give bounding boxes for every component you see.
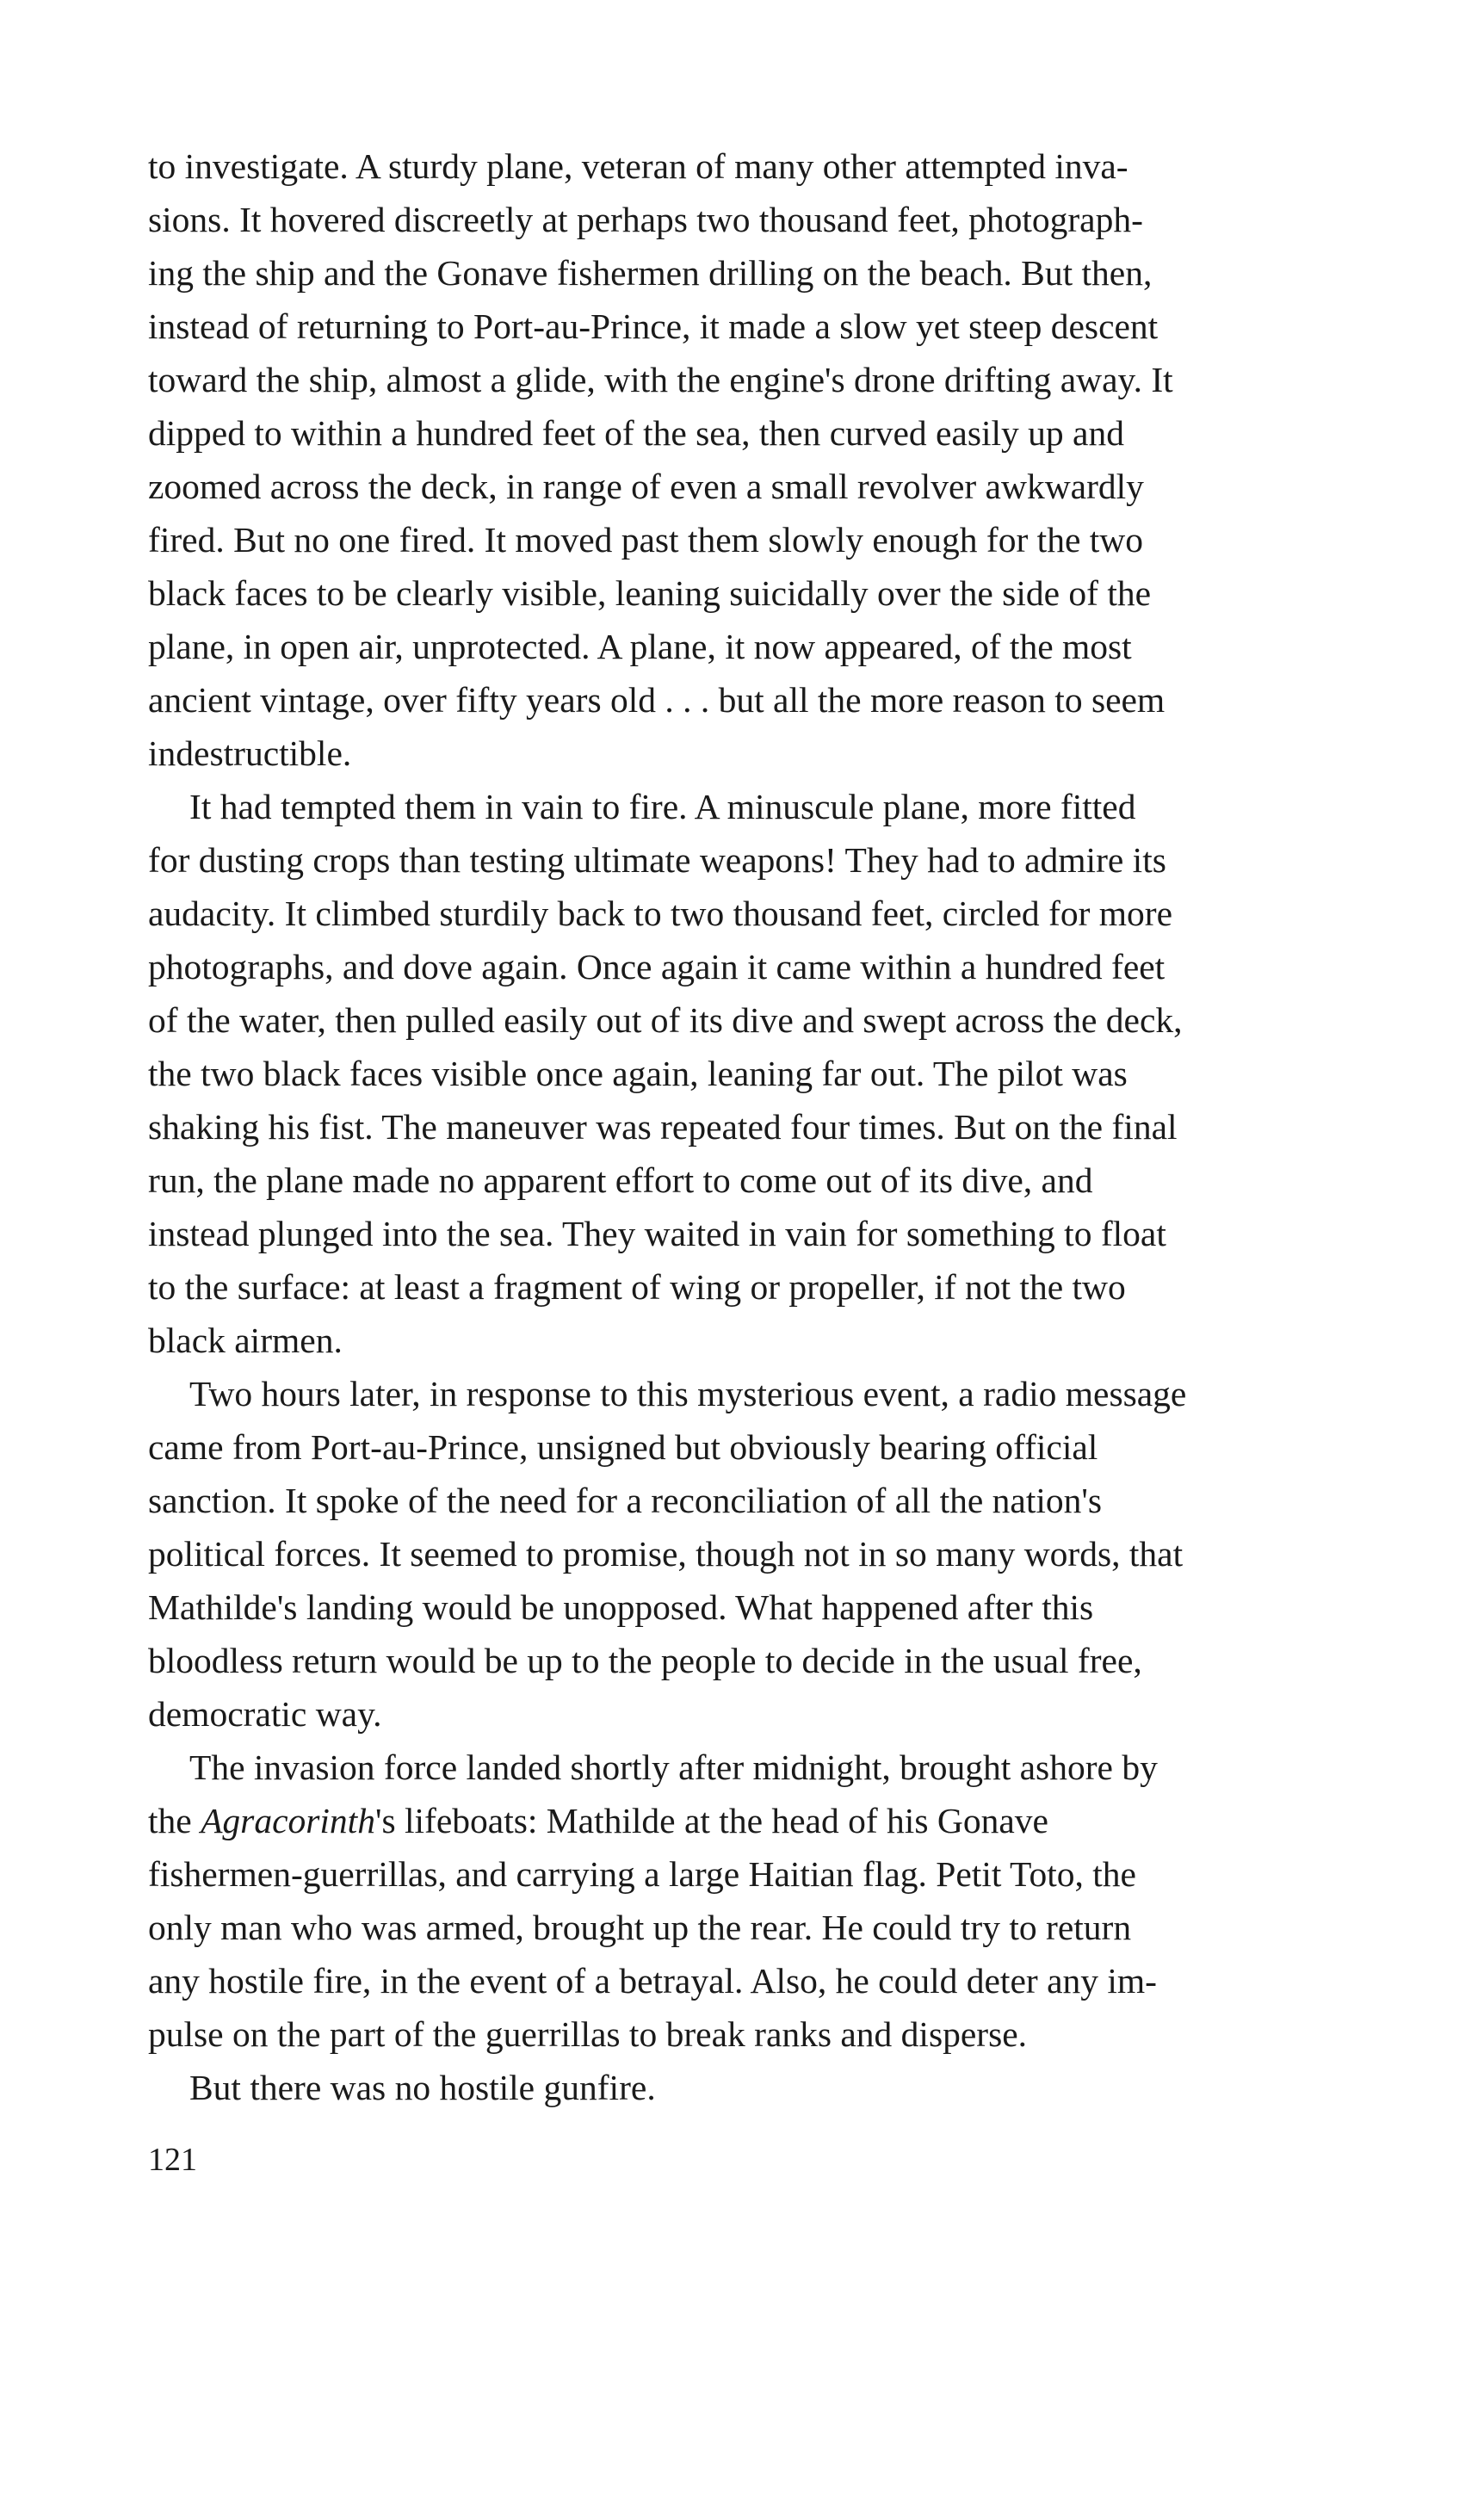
text-line: the two black faces visible once again, leaning far out. The pilot was: [148, 1054, 1128, 1093]
text-line: photographs, and dove again. Once again it came within a hundred feet: [148, 947, 1166, 987]
text-line: pulse on the part of the guerrillas to break ranks and disperse.: [148, 2014, 1028, 2054]
page-number: 121: [148, 2142, 197, 2178]
text-line: zoomed across the deck, in range of even a small revolver awkwardly: [148, 467, 1144, 506]
text-line: indestructible.: [148, 733, 352, 773]
text-line: Two hours later, in response to this mysterious event, a radio message: [189, 1374, 1187, 1413]
text-line: ancient vintage, over fifty years old . . . but all the more reason to seem: [148, 680, 1166, 720]
text-line: only man who was armed, brought up the rear. He could try to return: [148, 1908, 1132, 1947]
paragraph-4: [148, 1741, 1345, 2061]
text-line: instead of returning to Port-au-Prince, it made a slow yet steep descent: [148, 306, 1159, 346]
text-line: black faces to be clearly visible, leaning suicidally over the side of the: [148, 573, 1152, 613]
text-line: It had tempted them in vain to fire. A minuscule plane, more fitted: [189, 787, 1136, 826]
text-fragment: the: [148, 1801, 201, 1840]
text-line: toward the ship, almost a glide, with the engine's drone drifting away. It: [148, 360, 1173, 399]
text-line: The invasion force landed shortly after midnight, brought ashore by: [189, 1747, 1158, 1787]
text-line: any hostile fire, in the event of a betrayal. Also, he could deter any im-: [148, 1961, 1157, 2001]
text-line: plane, in open air, unprotected. A plane, it now appeared, of the most: [148, 627, 1132, 666]
paragraph-2: [148, 780, 1345, 1367]
text-line: democratic way.: [148, 1694, 382, 1734]
text-line: audacity. It climbed sturdily back to two thousand feet, circled for more: [148, 894, 1173, 933]
text-line: political forces. It seemed to promise, though not in so many words, that: [148, 1534, 1184, 1574]
text-line: instead plunged into the sea. They waited in vain for something to float: [148, 1214, 1166, 1253]
text-line: fishermen-guerrillas, and carrying a large Haitian flag. Petit Toto, the: [148, 1854, 1136, 1894]
text-line: for dusting crops than testing ultimate weapons! They had to admire its: [148, 840, 1166, 880]
text-line: sanction. It spoke of the need for a reconciliation of all the nation's: [148, 1481, 1103, 1520]
text-line: dipped to within a hundred feet of the sea, then curved easily up and: [148, 413, 1124, 453]
text-line: black airmen.: [148, 1321, 343, 1360]
text-line-with-ship-name: [148, 1794, 1345, 1847]
text-line: came from Port-au-Prince, unsigned but obviously bearing official: [148, 1427, 1098, 1467]
text-line: ing the ship and the Gonave fishermen drilling on the beach. But then,: [148, 253, 1153, 293]
text-line: fired. But no one fired. It moved past them slowly enough for the two: [148, 520, 1144, 560]
text-line: Mathilde's landing would be unopposed. What happened after this: [148, 1587, 1094, 1627]
paragraph-5: [148, 2061, 1345, 2114]
page-body: [148, 139, 1345, 2114]
text-fragment: 's lifeboats: Mathilde at the head of his Gonave: [374, 1801, 1048, 1840]
text-line: bloodless return would be up to the people to decide in the usual free,: [148, 1641, 1142, 1680]
text-line: to the surface: at least a fragment of wing or propeller, if not the two: [148, 1267, 1126, 1307]
paragraph-1: [148, 139, 1345, 780]
text-line: to investigate. A sturdy plane, veteran of many other attempted inva-: [148, 146, 1128, 186]
text-line: But there was no hostile gunfire.: [189, 2068, 656, 2107]
text-line: shaking his fist. The maneuver was repeated four times. But on the final: [148, 1107, 1178, 1147]
text-line: sions. It hovered discreetly at perhaps two thousand feet, photograph-: [148, 200, 1143, 239]
paragraph-3: [148, 1367, 1345, 1741]
text-line: of the water, then pulled easily out of its dive and swept across the deck,: [148, 1000, 1183, 1040]
ship-name: Agracorinth: [201, 1801, 375, 1840]
text-line: run, the plane made no apparent effort to come out of its dive, and: [148, 1160, 1093, 1200]
